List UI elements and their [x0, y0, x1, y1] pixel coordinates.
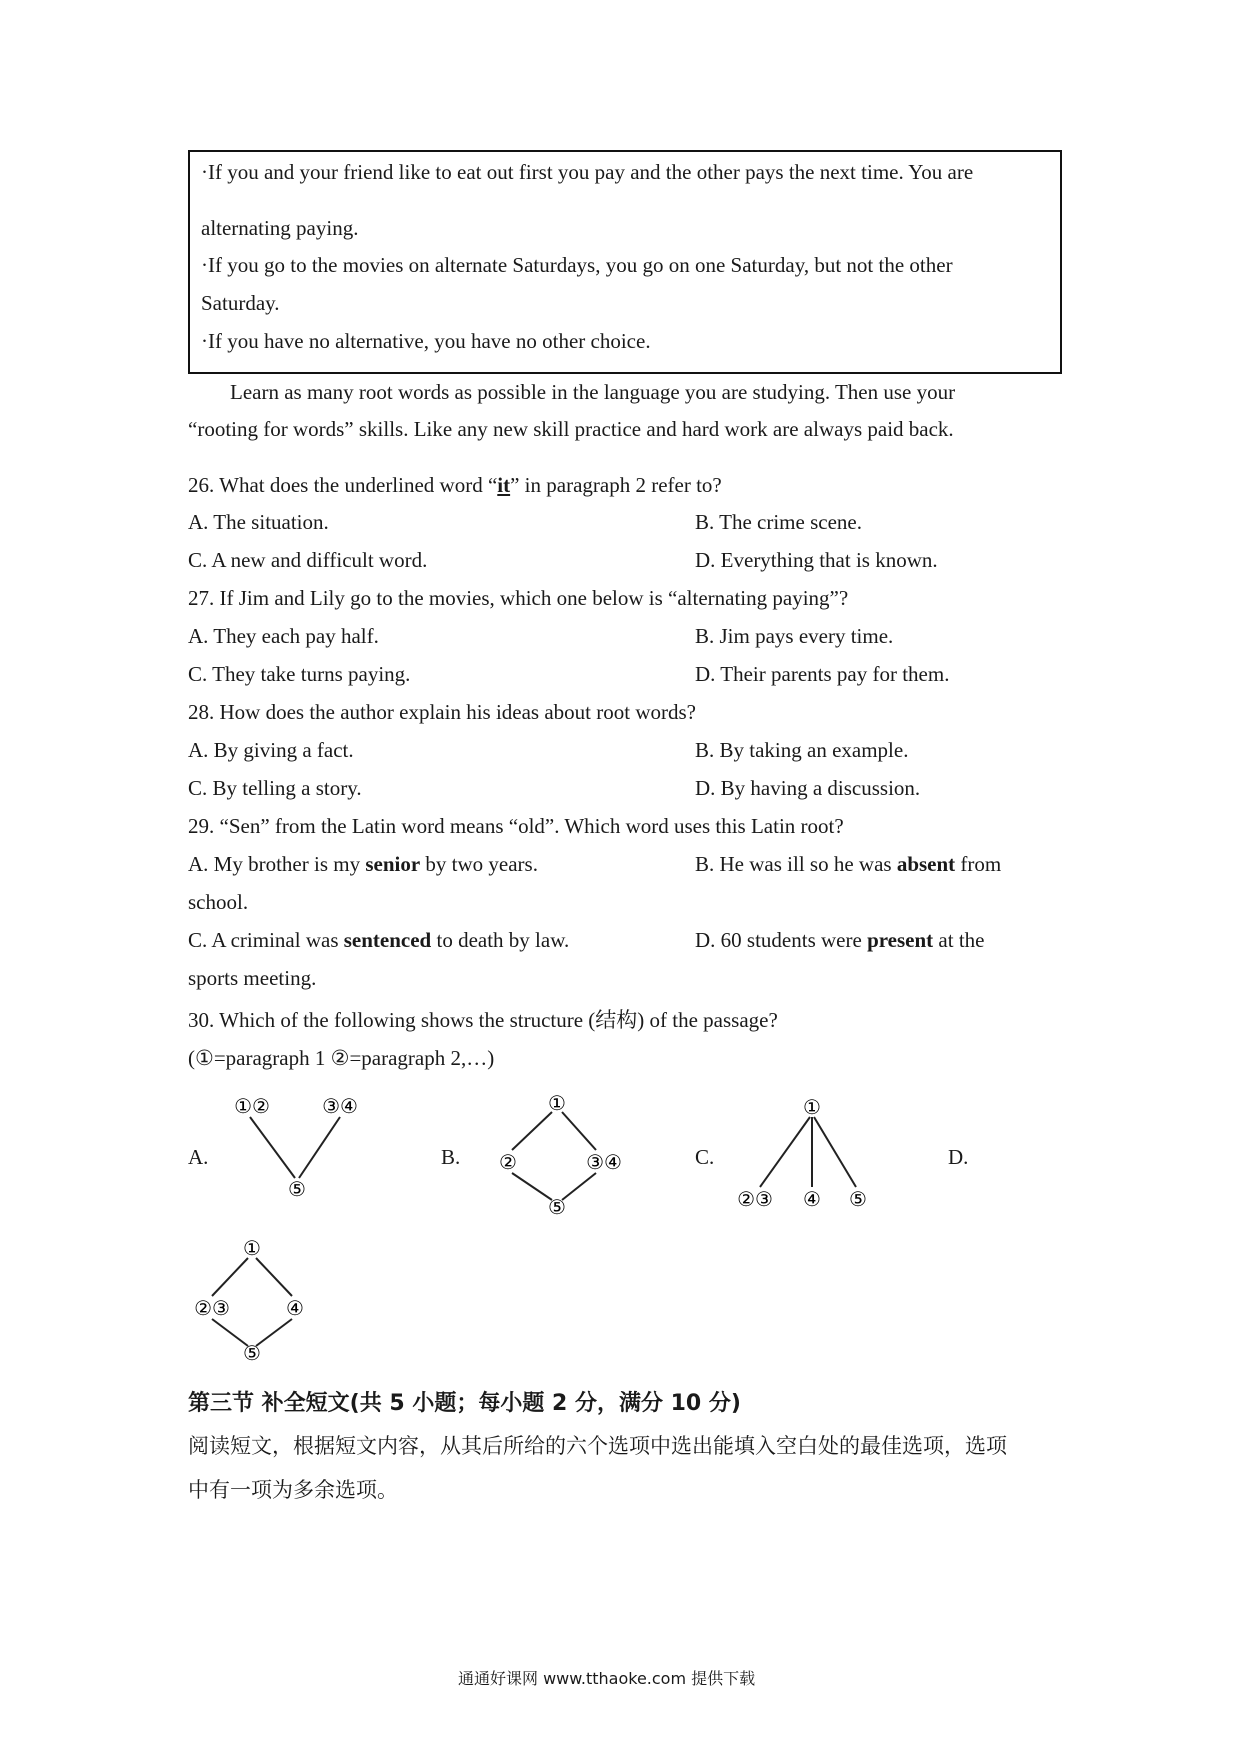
- diagram-b-node-left: ②: [499, 1150, 517, 1174]
- q27-option-a: A. They each pay half.: [188, 624, 379, 648]
- q27-stem: 27. If Jim and Lily go to the movies, which one below is “alternating paying”?: [188, 586, 849, 610]
- q27-option-d: D. Their parents pay for them.: [695, 662, 950, 686]
- q30-option-c-label: C.: [695, 1145, 715, 1169]
- q30-option-d-label: D.: [948, 1145, 969, 1169]
- diagram-c: [728, 1095, 878, 1210]
- diagram-d-edge-2: [256, 1258, 292, 1296]
- q28-option-d: D. By having a discussion.: [695, 776, 921, 800]
- box-line-2: alternating paying.: [201, 216, 359, 240]
- q30-stem: 30. Which of the following shows the structure (结构) of the passage?: [188, 1008, 778, 1032]
- diagram-a: [220, 1095, 370, 1205]
- q29-d-keyword: present: [867, 928, 934, 952]
- section-heading: 第三节 补全短文(共 5 小题；每小题 2 分，满分 10 分): [188, 1391, 741, 1416]
- q26-stem-post: ” in paragraph 2 refer to?: [510, 473, 722, 497]
- page-footer: 通通好课网 www.tthaoke.com 提供下载: [458, 1669, 756, 1688]
- q28-option-a: A. By giving a fact.: [188, 738, 354, 762]
- diagram-c-edge-3: [814, 1117, 856, 1187]
- q29-option-b-continued: school.: [188, 890, 249, 914]
- q29-option-a: [188, 852, 538, 877]
- q26-option-d: D. Everything that is known.: [695, 548, 938, 572]
- q29-b-pre: B. He was ill so he was: [695, 852, 897, 876]
- q29-c-pre: C. A criminal was: [188, 928, 344, 952]
- diagram-b: [490, 1090, 640, 1218]
- q30-option-a-label: A.: [188, 1145, 209, 1169]
- diagram-d-edge-1: [212, 1258, 248, 1296]
- diagram-b-node-right: ③④: [586, 1150, 622, 1174]
- q30-legend: (①=paragraph 1 ②=paragraph 2,…): [188, 1046, 495, 1070]
- diagram-d-edge-4: [256, 1319, 292, 1346]
- box-line-5: ·If you have no alternative, you have no other choice.: [201, 329, 651, 353]
- q28-option-b: B. By taking an example.: [695, 738, 909, 762]
- q28-option-c: C. By telling a story.: [188, 776, 362, 800]
- q29-option-b: [695, 852, 1001, 877]
- diagram-a-node-bottom: ⑤: [288, 1177, 306, 1201]
- q29-b-post: from: [955, 852, 1002, 876]
- diagram-b-edge-2: [562, 1112, 596, 1150]
- diagram-d-node-top: ①: [243, 1236, 261, 1260]
- q26-option-a: A. The situation.: [188, 510, 329, 534]
- q29-a-keyword: senior: [365, 852, 421, 876]
- diagram-b-edge-4: [562, 1173, 596, 1200]
- q29-d-post: at the: [933, 928, 985, 952]
- box-line-3: ·If you go to the movies on alternate Saturdays, you go on one Saturday, but not the other: [201, 253, 953, 277]
- diagram-b-node-top: ①: [548, 1091, 566, 1115]
- diagram-a-node-right: ③④: [322, 1095, 358, 1118]
- q29-a-pre: A. My brother is my: [188, 852, 366, 876]
- section-instruction-2: 中有一项为多余选项。: [188, 1478, 398, 1502]
- q28-stem: 28. How does the author explain his ideas about root words?: [188, 700, 696, 724]
- q30-option-b-label: B.: [441, 1145, 461, 1169]
- diagram-c-node-1: ②③: [737, 1187, 773, 1210]
- box-line-1: ·If you and your friend like to eat out first you pay and the other pays the next time. You are: [201, 160, 974, 184]
- diagram-a-edge-left: [250, 1117, 295, 1178]
- diagram-c-node-2: ④: [803, 1187, 821, 1210]
- q26-underlined-word: it: [497, 473, 511, 497]
- diagram-b-edge-1: [512, 1112, 552, 1150]
- q29-a-post: by two years.: [420, 852, 538, 876]
- diagram-c-node-3: ⑤: [849, 1187, 867, 1210]
- q29-d-pre: D. 60 students were: [695, 928, 868, 952]
- q29-option-d: [695, 928, 984, 953]
- diagram-c-edge-1: [760, 1117, 810, 1187]
- diagram-a-edge-right: [299, 1117, 340, 1178]
- q26-option-c: C. A new and difficult word.: [188, 548, 428, 572]
- diagram-b-edge-3: [512, 1173, 552, 1200]
- q29-c-keyword: sentenced: [343, 928, 432, 952]
- diagram-d: [188, 1236, 318, 1364]
- q27-option-b: B. Jim pays every time.: [695, 624, 894, 648]
- diagram-d-node-right: ④: [286, 1296, 304, 1320]
- q26-option-b: B. The crime scene.: [695, 510, 862, 534]
- paragraph-line-2: “rooting for words” skills. Like any new skill practice and hard work are always paid back.: [188, 417, 954, 441]
- paragraph-line-1: Learn as many root words as possible in the language you are studying. Then use your: [230, 380, 956, 404]
- diagram-a-node-left: ①②: [234, 1095, 270, 1118]
- q29-option-c: [188, 928, 569, 953]
- diagram-b-node-bottom: ⑤: [548, 1195, 566, 1218]
- q27-option-c: C. They take turns paying.: [188, 662, 411, 686]
- q29-b-keyword: absent: [896, 852, 956, 876]
- q26-stem-pre: 26. What does the underlined word “: [188, 473, 498, 497]
- diagram-c-node-top: ①: [803, 1095, 821, 1119]
- section-instruction-1: 阅读短文，根据短文内容，从其后所给的六个选项中选出能填入空白处的最佳选项，选项: [188, 1434, 1007, 1458]
- q29-stem: 29. “Sen” from the Latin word means “old”. Which word uses this Latin root?: [188, 814, 844, 838]
- diagram-d-node-left: ②③: [194, 1296, 230, 1320]
- q29-c-post: to death by law.: [431, 928, 570, 952]
- q29-option-d-continued: sports meeting.: [188, 966, 317, 990]
- diagram-d-node-bottom: ⑤: [243, 1341, 261, 1364]
- q26-stem: [188, 473, 722, 498]
- box-line-4: Saturday.: [201, 291, 280, 315]
